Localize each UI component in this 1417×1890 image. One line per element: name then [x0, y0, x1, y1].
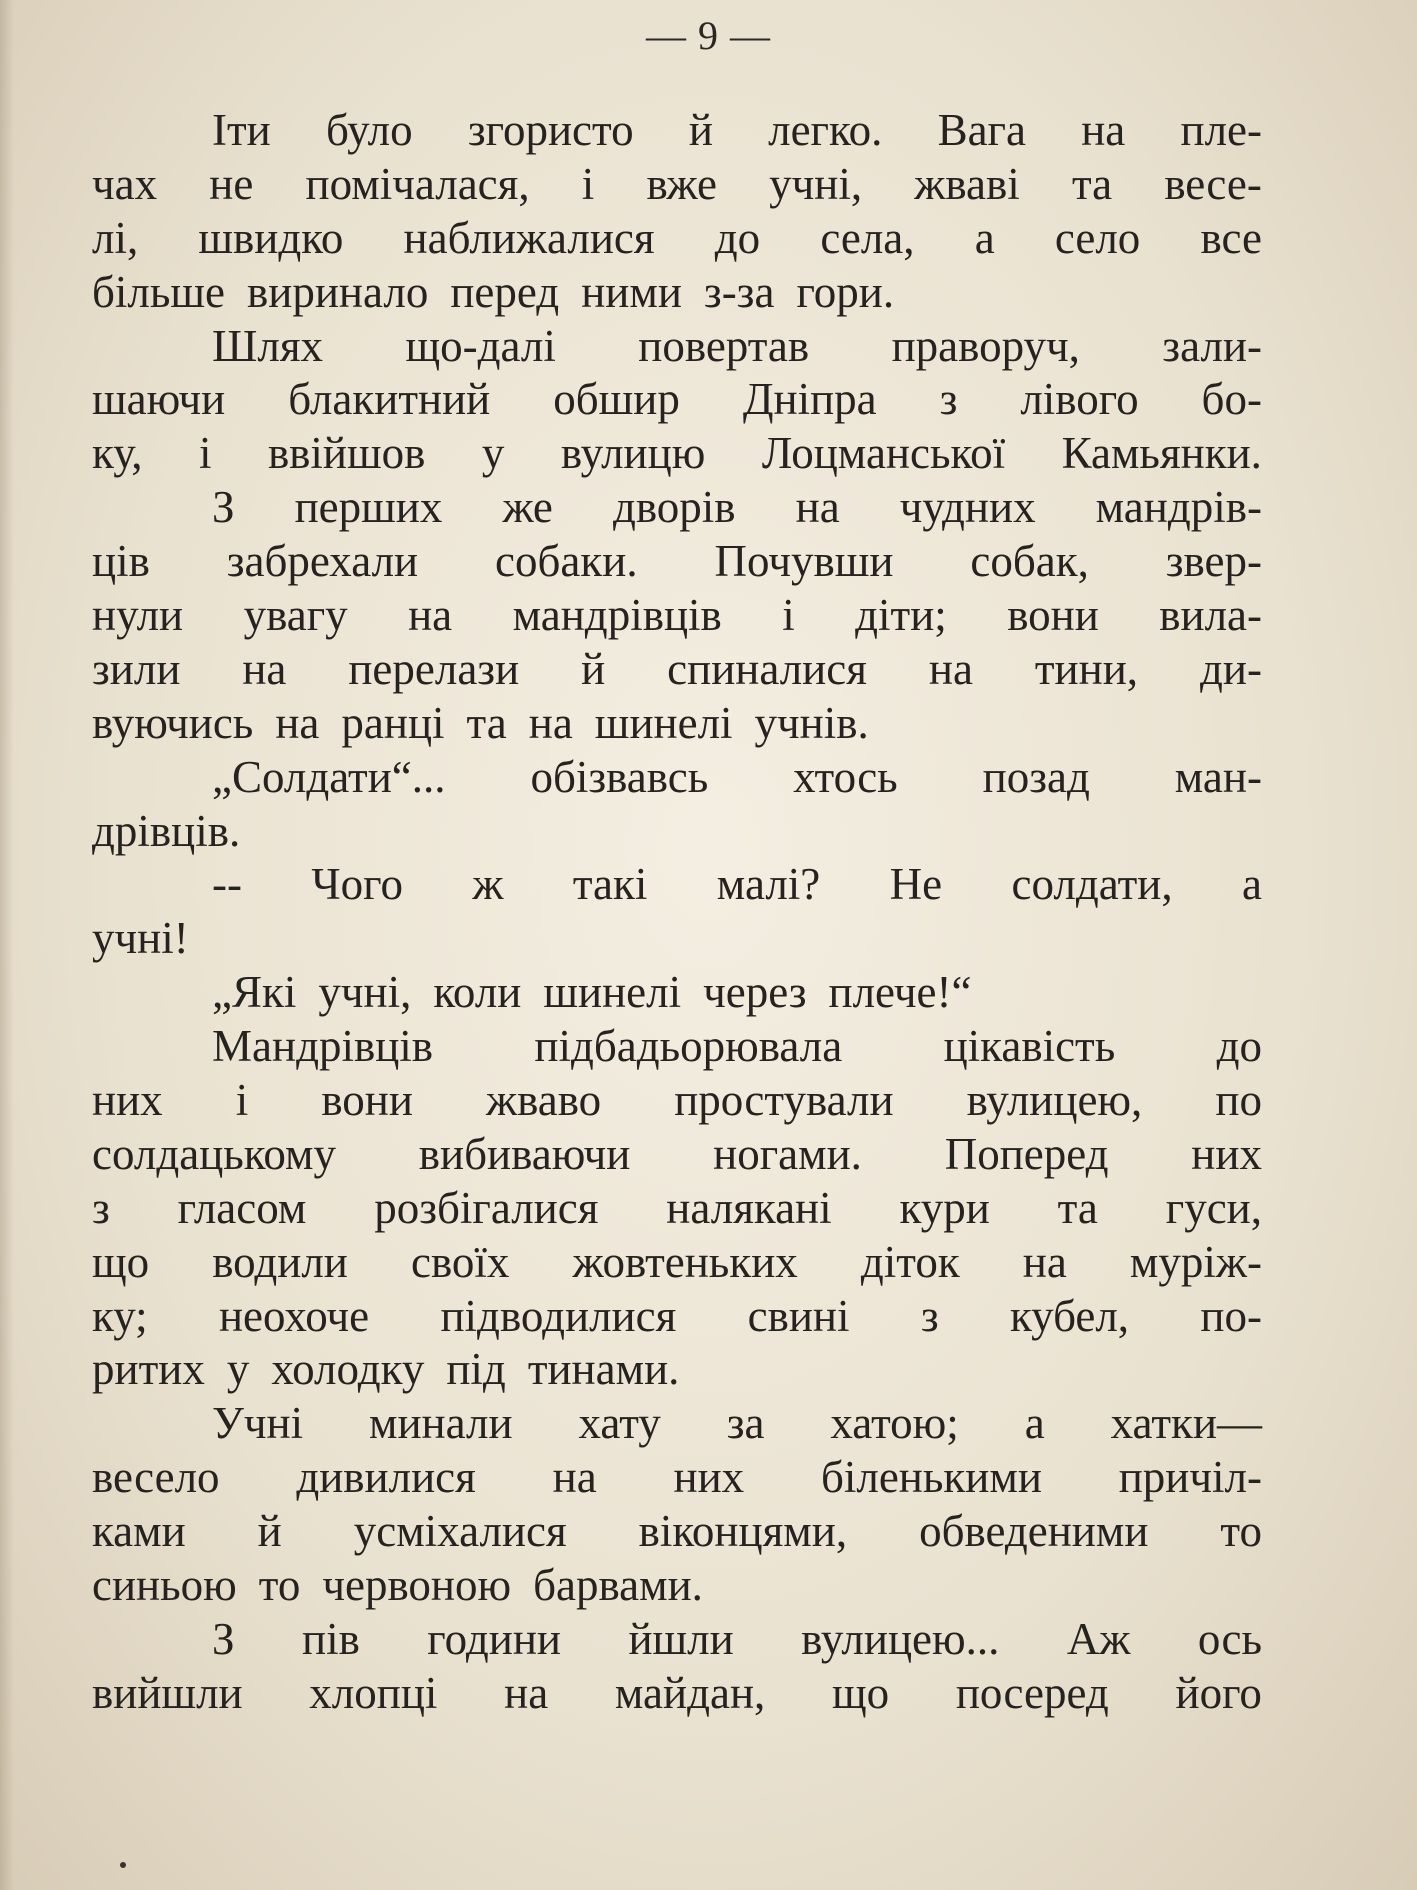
text-word: коли [433, 967, 522, 1018]
text-word: й [257, 1506, 282, 1557]
text-word: на [408, 590, 453, 641]
text-word: гори. [796, 266, 895, 317]
text-word: шаючи [92, 374, 226, 425]
text-line [92, 1074, 1262, 1128]
text-word: малі? [716, 859, 821, 910]
text-word: хтось [793, 751, 898, 802]
text-word: й [688, 105, 713, 155]
text-word: та [1071, 158, 1113, 209]
text-word: перших [294, 482, 443, 533]
text-word: згористо [467, 105, 634, 155]
text-line [92, 966, 1262, 1020]
text-word: Поперед [944, 1128, 1109, 1179]
text-line [92, 320, 1262, 374]
text-word: та [466, 697, 507, 748]
text-word: -- [212, 859, 242, 910]
text-line [92, 589, 1262, 643]
text-word: учнів. [754, 697, 869, 748]
text-word: його [1175, 1667, 1262, 1718]
text-word: учні, [318, 967, 412, 1018]
text-word: муріж- [1129, 1236, 1262, 1287]
text-line [92, 266, 1262, 320]
text-word: хатою; [830, 1398, 959, 1449]
text-word: вулицею, [966, 1075, 1143, 1126]
text-word: „Солдати“... [212, 751, 446, 802]
text-word: вийшли [92, 1667, 243, 1718]
text-word: то [258, 1560, 301, 1611]
text-word: і [782, 590, 795, 641]
text-word: чудних [899, 482, 1036, 533]
text-word: своїх [410, 1236, 510, 1287]
text-word: Вага [937, 105, 1026, 155]
text-word: вулицю [560, 428, 706, 479]
text-word: розбігалися [374, 1182, 599, 1233]
text-word: через [703, 967, 807, 1018]
text-line [92, 481, 1262, 535]
text-word: села, [820, 212, 915, 263]
text-line [92, 373, 1262, 427]
text-word: біленькими [820, 1452, 1042, 1503]
text-word: Почувши [714, 536, 894, 587]
text-word: то [1220, 1506, 1262, 1557]
text-word: спиналися [667, 643, 867, 694]
text-word: майдан, [614, 1667, 766, 1718]
text-word: до [714, 212, 761, 263]
text-word: Лоцманської [761, 428, 1006, 479]
text-word: а [974, 212, 995, 263]
text-word: та [1057, 1182, 1098, 1233]
text-line [92, 158, 1262, 212]
text-word: гласом [177, 1182, 307, 1233]
text-word: по- [1200, 1290, 1262, 1341]
text-word: ритих [92, 1344, 205, 1395]
text-word: позад [982, 751, 1090, 802]
text-word: хлопці [309, 1667, 438, 1718]
ink-speck [120, 1862, 126, 1868]
text-word: солдацькому [92, 1128, 337, 1179]
text-word: минали [369, 1398, 513, 1449]
text-word: пів [302, 1613, 360, 1664]
text-word: жовтеньких [572, 1236, 798, 1287]
text-word: до [1216, 1021, 1262, 1072]
text-word: Іти [212, 105, 271, 155]
text-line [92, 858, 1262, 912]
text-word: шинелі [594, 697, 733, 748]
text-word: причіл- [1118, 1452, 1262, 1503]
text-word: повертав [638, 320, 810, 371]
text-word: вони [1007, 590, 1099, 641]
text-word: вони [321, 1075, 413, 1126]
text-word: них [673, 1452, 745, 1503]
text-line [92, 1020, 1262, 1074]
text-word: що-далі [405, 320, 556, 371]
text-word: було [325, 105, 413, 155]
text-word: з [920, 1290, 939, 1341]
text-line [92, 1613, 1262, 1667]
text-line [92, 427, 1262, 481]
text-word: віконцями, [638, 1506, 848, 1557]
text-word: години [427, 1613, 561, 1664]
text-word: чах [92, 158, 158, 209]
text-word: гуси, [1165, 1182, 1262, 1233]
text-word: ку, [92, 428, 143, 479]
text-word: швидко [198, 212, 344, 263]
text-word: вибиваючи [418, 1128, 631, 1179]
text-word: З [212, 1613, 235, 1664]
text-word: ними [581, 266, 682, 317]
text-word: з-за [703, 266, 775, 317]
text-word: посеред [955, 1667, 1109, 1718]
text-line [92, 697, 1262, 751]
text-word: лівого [1020, 374, 1139, 425]
text-word: них [1191, 1128, 1262, 1179]
text-word: вже [646, 158, 717, 209]
text-word: „Які [212, 967, 297, 1018]
text-word: виринало [247, 266, 429, 317]
text-line [92, 912, 1262, 966]
text-word: обізвавсь [530, 751, 709, 802]
text-word: дивилися [296, 1452, 476, 1503]
text-word: увагу [243, 590, 348, 641]
text-word: і [581, 158, 595, 209]
page-number: — 9 — [646, 13, 771, 58]
text-word: учні, [769, 158, 863, 209]
text-word: обшир [553, 374, 680, 425]
text-word: на [1022, 1236, 1067, 1287]
text-word: на [1081, 105, 1126, 155]
text-word: у [481, 428, 505, 479]
text-word: же [502, 482, 553, 533]
text-word: по [1215, 1075, 1262, 1126]
text-word: легко. [768, 105, 883, 155]
text-word: Шлях [212, 320, 324, 371]
text-line [92, 1397, 1262, 1451]
text-line [92, 1182, 1262, 1236]
text-word: налякані [666, 1182, 832, 1233]
text-word: забрехали [226, 536, 419, 587]
text-word: Аж [1066, 1613, 1131, 1664]
text-line [92, 751, 1262, 805]
text-word: барвами. [533, 1560, 703, 1611]
text-word: дрівців. [92, 805, 241, 856]
text-word: такі [572, 859, 648, 910]
text-word: на [275, 697, 320, 748]
text-line [92, 1290, 1262, 1344]
text-line [92, 1667, 1262, 1721]
text-line [92, 643, 1262, 697]
text-word: усміхалися [353, 1506, 567, 1557]
text-word: все [1200, 212, 1262, 263]
text-word: ось [1197, 1613, 1262, 1664]
page-edge-shadow [0, 0, 14, 1890]
text-word: мандрівців [512, 590, 722, 641]
text-word: й [581, 643, 606, 694]
text-word: солдати, [1011, 859, 1173, 910]
text-word: помічалася, [305, 158, 530, 209]
text-line [92, 1505, 1262, 1559]
text-word: звер- [1165, 536, 1262, 587]
text-line [92, 104, 1262, 158]
text-word: а [1024, 1398, 1045, 1449]
text-word: цікавість [943, 1021, 1116, 1072]
text-word: а [1241, 859, 1262, 910]
text-word: на [242, 643, 287, 694]
text-word: ногами. [713, 1128, 862, 1179]
text-word: вуючись [92, 697, 254, 748]
text-word: йшли [628, 1613, 734, 1664]
text-word: тинами. [527, 1344, 680, 1395]
text-word: зали- [1162, 320, 1262, 371]
text-word: тини, [1034, 643, 1139, 694]
text-word: на [528, 697, 573, 748]
text-word: жваво [485, 1075, 602, 1126]
text-word: пле- [1180, 105, 1262, 155]
text-word: ців [92, 536, 150, 587]
text-word: село [1054, 212, 1141, 263]
text-word: Мандрівців [212, 1021, 434, 1072]
text-word: Учні [212, 1398, 304, 1449]
text-word: на [552, 1452, 597, 1503]
text-word: підводилися [440, 1290, 677, 1341]
text-word: кури [899, 1182, 990, 1233]
text-word: весе- [1164, 158, 1262, 209]
text-word: підбадьорювала [534, 1021, 843, 1072]
text-line [92, 1559, 1262, 1613]
text-word: жваві [914, 158, 1020, 209]
text-word: учні! [92, 913, 189, 964]
text-word: Камьянки. [1061, 428, 1262, 479]
text-word: нули [92, 590, 184, 641]
text-word: під [446, 1344, 506, 1395]
text-word: з [92, 1182, 110, 1233]
text-word: кубел, [1009, 1290, 1130, 1341]
text-word: лі, [92, 212, 139, 263]
text-word: ж [472, 859, 504, 910]
text-word: синьою [92, 1560, 237, 1611]
text-word: мандрів- [1095, 482, 1262, 533]
text-word: не [209, 158, 254, 209]
text-line [92, 212, 1262, 266]
text-word: ввійшов [267, 428, 426, 479]
text-word: Чого [311, 859, 403, 910]
text-word: весело [92, 1452, 220, 1503]
text-line [92, 1128, 1262, 1182]
text-word: хату [578, 1398, 661, 1449]
text-word: обведеними [919, 1506, 1149, 1557]
text-word: з [939, 374, 958, 425]
text-word: ку; [92, 1290, 148, 1341]
text-word: що [92, 1236, 150, 1287]
text-word: діти; [855, 590, 947, 641]
text-line [92, 535, 1262, 589]
text-word: водили [212, 1236, 348, 1287]
text-word: них [92, 1075, 163, 1126]
text-word: Дніпра [742, 374, 877, 425]
text-word: блакитний [288, 374, 491, 425]
body-text [92, 104, 1262, 1721]
text-word: перед [450, 266, 560, 317]
text-word: холодку [271, 1344, 425, 1395]
text-word: неохоче [218, 1290, 370, 1341]
text-word: шинелі [543, 967, 682, 1018]
text-word: дворів [612, 482, 736, 533]
text-word: за [726, 1398, 765, 1449]
text-word: у [226, 1344, 250, 1395]
text-word: на [504, 1667, 549, 1718]
text-line [92, 1236, 1262, 1290]
text-line [92, 1343, 1262, 1397]
text-word: ранці [341, 697, 445, 748]
text-word: червоною [322, 1560, 512, 1611]
text-word: простували [674, 1075, 894, 1126]
text-line [92, 805, 1262, 859]
text-line [92, 1451, 1262, 1505]
text-word: собаки. [495, 536, 638, 587]
text-word: наближалися [403, 212, 655, 263]
text-word: більше [92, 266, 226, 317]
text-word: що [831, 1667, 890, 1718]
text-word: вила- [1159, 590, 1262, 641]
text-word: Не [889, 859, 943, 910]
text-word: і [198, 428, 212, 479]
text-word: діток [860, 1236, 960, 1287]
text-word: зили [92, 643, 181, 694]
text-word: на [795, 482, 840, 533]
text-word: і [235, 1075, 249, 1126]
text-word: плече!“ [828, 967, 972, 1018]
text-word: перелази [348, 643, 520, 694]
text-word: ками [92, 1506, 186, 1557]
text-word: праворуч, [891, 320, 1080, 371]
text-word: З [212, 482, 235, 533]
text-word: на [928, 643, 973, 694]
text-word: ман- [1174, 751, 1262, 802]
text-word: свині [747, 1290, 850, 1341]
text-word: хатки— [1110, 1398, 1262, 1449]
text-word: бо- [1201, 374, 1262, 425]
text-word: собак, [970, 536, 1089, 587]
text-word: ди- [1200, 643, 1262, 694]
text-word: вулицею... [801, 1613, 1000, 1664]
